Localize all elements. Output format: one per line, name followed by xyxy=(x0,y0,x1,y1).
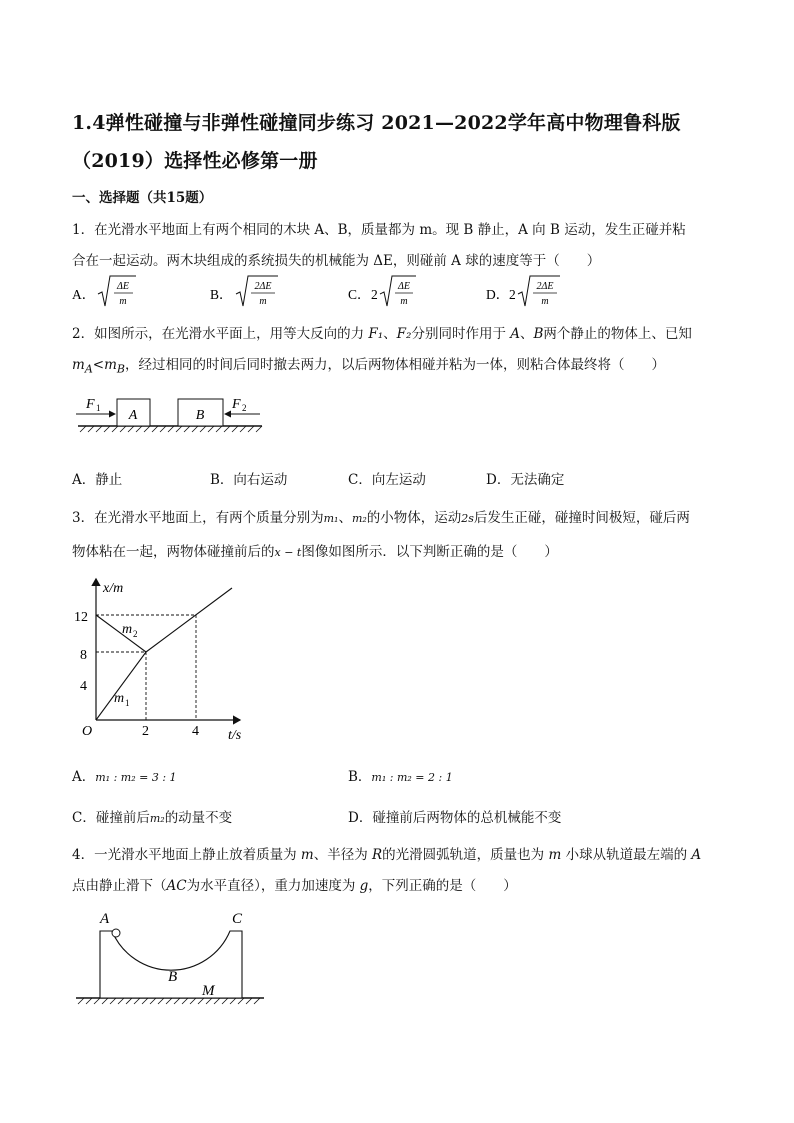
q4-label-a: A xyxy=(100,911,110,927)
q1-option-d-den: m xyxy=(541,296,549,307)
q3-ytick-4: 4 xyxy=(80,679,87,694)
q2-f2: F₂ xyxy=(396,326,412,342)
q3-m2: m₂ xyxy=(351,512,367,525)
q4-line1 xyxy=(72,843,701,863)
q2-line2-b: ，经过相同的时间后同时撤去两力，以后两物体相碰并粘为一体，则粘合体最终将（ ） xyxy=(124,357,665,373)
q1-option-d-label: D． xyxy=(486,287,510,302)
q3-ytick-8: 8 xyxy=(80,648,87,663)
q1-option-a-label: A． xyxy=(72,287,96,302)
page-title-line1: 1.4弹性碰撞与非弹性碰撞同步练习 2021—2022学年高中物理鲁科版 xyxy=(72,112,681,134)
q2-f1: F₁ xyxy=(368,326,384,342)
q2-comma: 、 xyxy=(520,326,534,342)
q1-option-c-label: C． xyxy=(348,287,371,302)
q2-ground-hatch xyxy=(80,426,262,432)
q2-line1-b: 分别同时作用于 xyxy=(411,326,511,342)
q2-f1-sub: 1 xyxy=(96,403,101,413)
q1-option-c-coef: 2 xyxy=(371,287,378,302)
q2-f1-label: F xyxy=(86,397,95,412)
q2-option-c: C．向左运动 xyxy=(348,472,426,488)
q3-origin: O xyxy=(82,724,93,739)
q2-line1-c: 两个静止的物体上、已知 xyxy=(543,326,692,342)
q2-lt: <m xyxy=(92,357,117,373)
q3-line1-a: 3．在光滑水平地面上，有两个质量分别为 xyxy=(72,510,324,526)
q1-option-c-num: ΔE xyxy=(398,281,410,292)
q4-ground-hatch xyxy=(78,998,260,1004)
q2-option-d: D．无法确定 xyxy=(486,472,565,488)
section-header: 一、选择题（共15题） xyxy=(72,190,213,206)
q3-xlabel: t/s xyxy=(228,728,242,743)
q2-a: A xyxy=(510,326,520,342)
q1-option-a-num: ΔE xyxy=(117,281,129,292)
q2-f2-label: F xyxy=(232,397,241,412)
q3-option-a xyxy=(72,765,177,785)
q1-option-d-num: 2ΔE xyxy=(536,281,554,292)
q2-line2 xyxy=(72,353,665,376)
page-title-line2: （2019）选择性必修第一册 xyxy=(72,150,318,172)
q3-option-b xyxy=(348,765,453,785)
q3-line1-c: 后发生正碰，碰撞时间极短，碰后两 xyxy=(473,510,690,526)
q4-m: m xyxy=(300,847,314,863)
q4-figure xyxy=(72,905,272,1010)
q4-line2-b: 为水平直径），重力加速度为 xyxy=(186,878,360,894)
q1-option-c-den: m xyxy=(400,296,408,307)
q3-option-c-m: m₂ xyxy=(149,812,165,825)
q4-line1-a: 4．一光滑水平地面上静止放着质量为 xyxy=(72,847,301,863)
q3-ylabel: x/m xyxy=(103,581,124,596)
q3-t2s: 2s xyxy=(461,512,474,525)
q3-option-a-expr: m₁ : m₂ = 3 : 1 xyxy=(95,771,177,784)
q4-line2-c: ，下列正确的是（ ） xyxy=(368,878,517,894)
q2-option-b: B．向右运动 xyxy=(210,472,288,488)
q3-xt-graph xyxy=(70,575,270,747)
q2-line1 xyxy=(72,322,692,342)
q3-label-m2-sub: 2 xyxy=(133,629,138,639)
q4-g: g xyxy=(359,878,369,894)
q3-dot: 、 xyxy=(338,510,352,526)
q2-mb-sub: B xyxy=(116,362,125,376)
q1-option-b-num: 2ΔE xyxy=(254,281,272,292)
q4-line2-a: 点由静止滑下（ xyxy=(72,878,167,894)
q1-option-b-label: B． xyxy=(210,287,233,302)
q3-line-combined xyxy=(146,588,232,652)
q2-option-a: A．静止 xyxy=(72,472,123,488)
q3-option-b-expr: m₁ : m₂ = 2 : 1 xyxy=(371,771,453,784)
q1-option-d-coef: 2 xyxy=(509,287,516,302)
q4-line1-b: 、半径为 xyxy=(313,847,372,863)
q3-ytick-12: 12 xyxy=(74,610,88,625)
q2-ma: m xyxy=(72,357,85,373)
q1-line2: 合在一起运动。两木块组成的系统损失的机械能为 ΔE，则碰前 A 球的速度等于（ ） xyxy=(72,253,601,269)
q4-label-c: C xyxy=(232,911,243,927)
q1-options xyxy=(72,272,592,314)
q4-ac: AC xyxy=(166,878,187,894)
q3-option-a-label: A． xyxy=(72,769,96,785)
q3-xtick-4: 4 xyxy=(192,724,199,739)
q2-block-b-label: B xyxy=(195,408,205,423)
q1-option-a-den: m xyxy=(119,296,127,307)
q2-sep: 、 xyxy=(383,326,397,342)
q3-option-d: D．碰撞前后两物体的总机械能不变 xyxy=(348,810,562,826)
q2-f2-sub: 2 xyxy=(242,403,247,413)
q2-b: B xyxy=(533,326,544,342)
q3-option-c xyxy=(72,806,232,826)
q1-option-b-den: m xyxy=(259,296,267,307)
q4-a: A xyxy=(691,847,702,863)
q3-option-c-b: 的动量不变 xyxy=(164,810,233,826)
q3-label-m1: m xyxy=(114,691,125,706)
q4-line1-c: 的光滑圆弧轨道，质量也为 xyxy=(382,847,549,863)
q3-line-m2 xyxy=(96,615,146,652)
q3-xt: x − t xyxy=(274,546,302,559)
q4-r: R xyxy=(372,847,383,863)
q3-m1: m₁ xyxy=(323,512,339,525)
q3-option-b-label: B． xyxy=(348,769,372,785)
q2-line1-a: 2．如图所示，在光滑水平面上，用等大反向的力 xyxy=(72,326,369,342)
q3-line-m1 xyxy=(96,652,146,720)
q3-line2-a: 物体粘在一起，两物体碰撞前后的 xyxy=(72,544,275,560)
q3-line2 xyxy=(72,540,558,560)
q2-block-a-label: A xyxy=(128,408,138,423)
q3-line1-b: 的小物体，运动 xyxy=(366,510,462,526)
q3-option-c-a: C．碰撞前后 xyxy=(72,810,150,826)
q4-track-body xyxy=(100,931,242,998)
q3-line1 xyxy=(72,506,690,526)
q3-xtick-2: 2 xyxy=(142,724,149,739)
q3-label-m2: m xyxy=(122,622,133,637)
q2-ma-sub: A xyxy=(84,362,93,376)
q1-line1: 1．在光滑水平地面上有两个相同的木块 A、B，质量都为 m。现 B 静止，A 向 B 运动，发生正碰并粘 xyxy=(72,222,686,238)
q4-line2 xyxy=(72,874,517,894)
q2-figure xyxy=(72,390,272,442)
q4-label-b: B xyxy=(168,969,178,985)
q4-m2: m xyxy=(548,847,562,863)
q4-line1-d: 小球从轨道最左端的 xyxy=(561,847,692,863)
q4-ball xyxy=(112,929,120,937)
q3-label-m1-sub: 1 xyxy=(125,698,130,708)
q4-label-m: M xyxy=(202,983,215,999)
q3-line2-b: 图像如图所示．以下判断正确的是（ ） xyxy=(301,544,558,560)
